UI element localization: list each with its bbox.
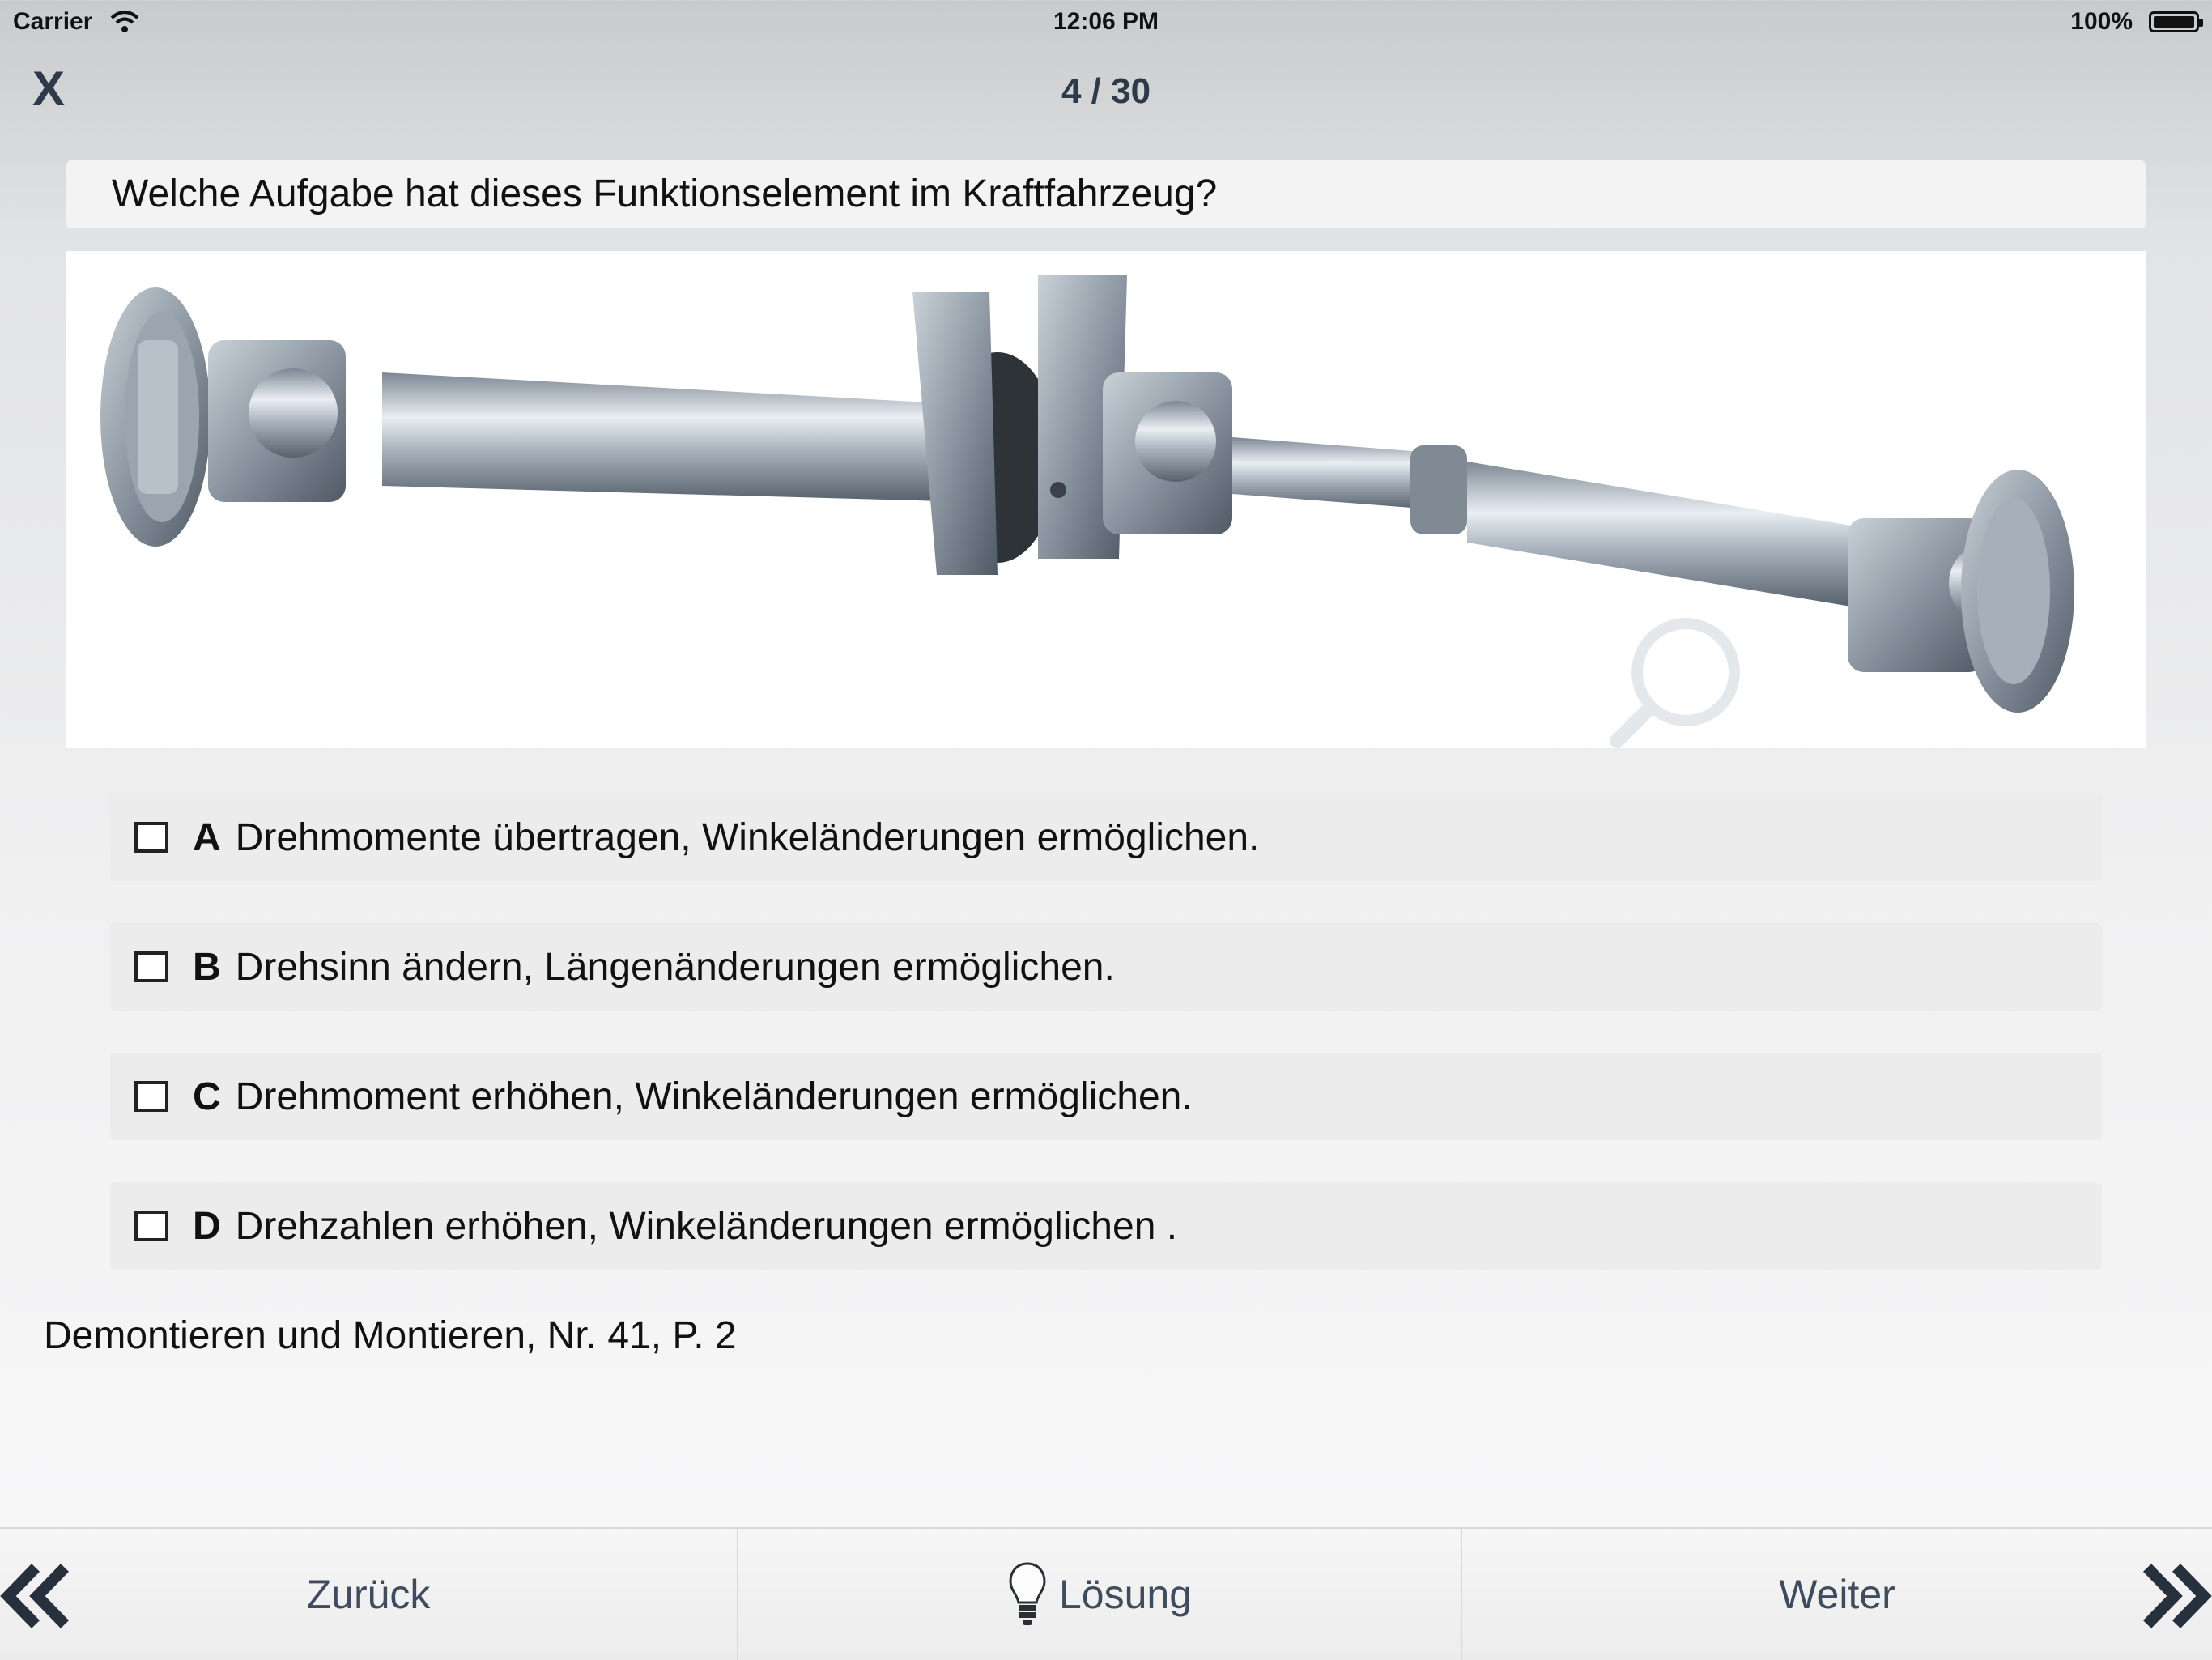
answer-checkbox-a[interactable] xyxy=(134,822,168,853)
battery-icon xyxy=(2149,11,2199,32)
answer-checkbox-c[interactable] xyxy=(134,1081,168,1112)
solution-label: Lösung xyxy=(1058,1572,1193,1617)
back-label: Zurück xyxy=(306,1572,431,1617)
status-bar xyxy=(0,0,2212,47)
answer-letter: C xyxy=(193,1075,221,1118)
answer-letter: B xyxy=(193,945,221,989)
back-button[interactable] xyxy=(0,1529,737,1660)
question-image[interactable] xyxy=(66,251,2146,748)
answer-option-d[interactable] xyxy=(110,1182,2102,1270)
light-bulb-icon xyxy=(1007,1560,1048,1628)
next-button[interactable] xyxy=(1462,1529,2212,1660)
answer-checkbox-d[interactable] xyxy=(134,1211,168,1241)
clock: 12:06 PM xyxy=(1053,8,1159,35)
answer-text: Drehmoment erhöhen, Winkeländerungen ermöglichen. xyxy=(235,1075,1193,1118)
bottom-toolbar xyxy=(0,1527,2212,1660)
close-button[interactable]: X xyxy=(32,62,66,116)
battery-percent: 100% xyxy=(2070,8,2133,35)
next-label: Weiter xyxy=(1779,1572,1895,1617)
answer-option-a[interactable] xyxy=(110,794,2102,881)
answer-text: Drehzahlen erhöhen, Winkeländerungen ermöglichen . xyxy=(235,1204,1178,1248)
answer-option-c[interactable] xyxy=(110,1053,2102,1140)
question-text: Welche Aufgabe hat dieses Funktionselement im Kraftfahrzeug? xyxy=(66,160,2146,228)
answer-option-b[interactable] xyxy=(110,923,2102,1011)
carrier-label: Carrier xyxy=(13,8,93,35)
answer-letter: A xyxy=(193,815,221,859)
question-progress: 4 / 30 xyxy=(1061,71,1151,111)
answer-text: Drehsinn ändern, Längenänderungen ermöglichen. xyxy=(235,945,1115,989)
double-chevron-right-icon[interactable] xyxy=(2139,1561,2212,1631)
answer-text: Drehmomente übertragen, Winkeländerungen ermöglichen. xyxy=(235,815,1260,859)
answer-checkbox-b[interactable] xyxy=(134,951,168,982)
solution-button[interactable] xyxy=(738,1529,1461,1660)
magnifier-icon xyxy=(1617,624,1734,741)
answer-letter: D xyxy=(193,1204,221,1248)
drive-shaft-illustration xyxy=(66,251,2146,748)
source-reference: Demontieren und Montieren, Nr. 41, P. 2 xyxy=(44,1314,737,1357)
